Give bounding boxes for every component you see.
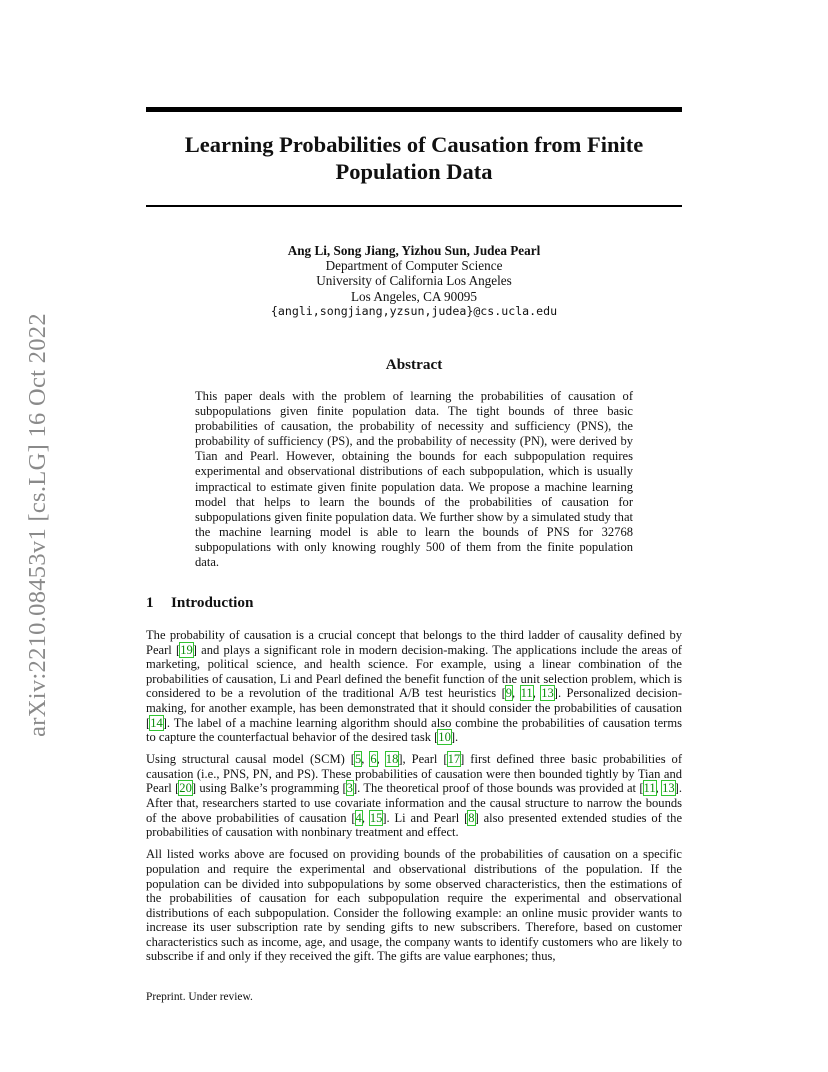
title-line-2: Population Data <box>335 159 493 184</box>
paragraph: Using structural causal model (SCM) [5, 6, 18], Pearl [17] first defined three basic probabilities of causation (i.e., PNS, PN, and PS). These probabilities of causation were then bounded tightly by Tian and Pearl [20] using Balke’s programming [3]. The theoretical proof of those bounds was provided at [11, 13]. After that, researchers started to use covariate information and the causal structure to narrow the bounds of the above probabilities of causation [4, 15]. Li and Pearl [8] also presented extended studies of the probabilities of causation with nonbinary treatment and effect. <box>146 752 683 840</box>
author-location: Los Angeles, CA 90095 <box>350 288 477 304</box>
citation-link[interactable]: 13 <box>541 686 554 701</box>
introduction-body <box>146 628 682 972</box>
citation-link[interactable]: 8 <box>468 810 475 825</box>
citation-link[interactable]: 6 <box>370 752 377 767</box>
author-names: Ang Li, Song Jiang, Yizhou Sun, Judea Pearl <box>287 243 541 258</box>
author-block <box>146 243 682 319</box>
citation-link[interactable]: 5 <box>354 752 362 767</box>
arxiv-sidebar <box>13 290 63 760</box>
citation-link[interactable]: 15 <box>369 810 383 825</box>
title-top-rule <box>146 107 682 112</box>
citation-link[interactable]: 11 <box>643 781 656 796</box>
citation-link[interactable]: 19 <box>180 642 193 657</box>
author-department: Department of Computer Science <box>325 258 503 274</box>
author-university: University of California Los Angeles <box>316 273 512 289</box>
footer-note: Preprint. Under review. <box>146 991 253 1003</box>
abstract-text: This paper deals with the problem of learning the probabilities of causation of subpopulations given finite population data. The tight bounds of three basic probabilities of causation, the probability of necessity and sufficiency (PNS), the probability of sufficiency (PS), and the probability of necessity (PN), were derived by Tian and Pearl. However, obtaining the bounds for each subpopulation requires experimental and observational distributions of each subpopulation, which is usually impractical to estimate given finite population data. We propose a machine learning model that helps to learn the bounds of the probabilities of causation for subpopulations given finite population data. We further show by a simulated study that the machine learning model is able to learn the bounds of PNS for 32768 subpopulations with only knowing roughly 500 of them from the finite population data. <box>195 389 633 570</box>
paper-title <box>146 131 682 185</box>
paragraph: The probability of causation is a crucial concept that belongs to the third ladder of causality defined by Pearl [19] and plays a significant role in modern decision-making. The applications include the areas of marketing, political science, and health science. For example, using a linear combination of the probabilities of causation, Li and Pearl defined the benefit function of the unit selection problem, which is considered to be a revolution of the traditional A/B test heuristics [9, 11, 13]. Personalized decision-making, for another example, has been demonstrated that it should consider the probabilities of causation [14]. The label of a machine learning algorithm should also combine the probabilities of causation terms to capture the counterfactual behavior of the desired task [10]. <box>146 628 682 745</box>
title-line-1: Learning Probabilities of Causation from Finite <box>184 132 644 157</box>
citation-link[interactable]: 10 <box>438 730 451 745</box>
section-title: Introduction <box>171 594 254 611</box>
citation-link[interactable]: 17 <box>447 752 461 767</box>
paragraph: All listed works above are focused on providing bounds of the probabilities of causation on a specific population and require the experimental and observational distributions of the population. If the population can be divided into subpopulations by some observed characteristics, then the estimations of the probabilities of causation for each subpopulation require the experimental and observational distributions of each subpopulation. Consider the following example: an online music provider wants to increase its user subscription rate by sending gifts to new subscribers. Therefore, based on customer characteristics such as income, age, and usage, the company wants to identify customers who are likely to subscribe if and only if they received the gift. The gifts are value earphones; thus, <box>146 847 682 964</box>
abstract-heading: Abstract <box>385 356 443 373</box>
citation-link[interactable]: 13 <box>662 781 675 796</box>
citation-link[interactable]: 3 <box>346 781 353 796</box>
citation-link[interactable]: 20 <box>179 781 192 796</box>
citation-link[interactable]: 4 <box>355 810 362 825</box>
citation-link[interactable]: 11 <box>520 686 533 701</box>
citation-link[interactable]: 18 <box>385 752 399 767</box>
citation-link[interactable]: 9 <box>505 686 513 701</box>
section-number: 1 <box>146 594 154 611</box>
citation-link[interactable]: 14 <box>150 715 163 730</box>
section-heading <box>146 594 253 612</box>
arxiv-identifier: arXiv:2210.08453v1 [cs.LG] 16 Oct 2022 <box>24 313 51 737</box>
title-bottom-rule <box>146 205 682 207</box>
author-email: {angli,songjiang,yzsun,judea}@cs.ucla.edu <box>270 303 558 318</box>
